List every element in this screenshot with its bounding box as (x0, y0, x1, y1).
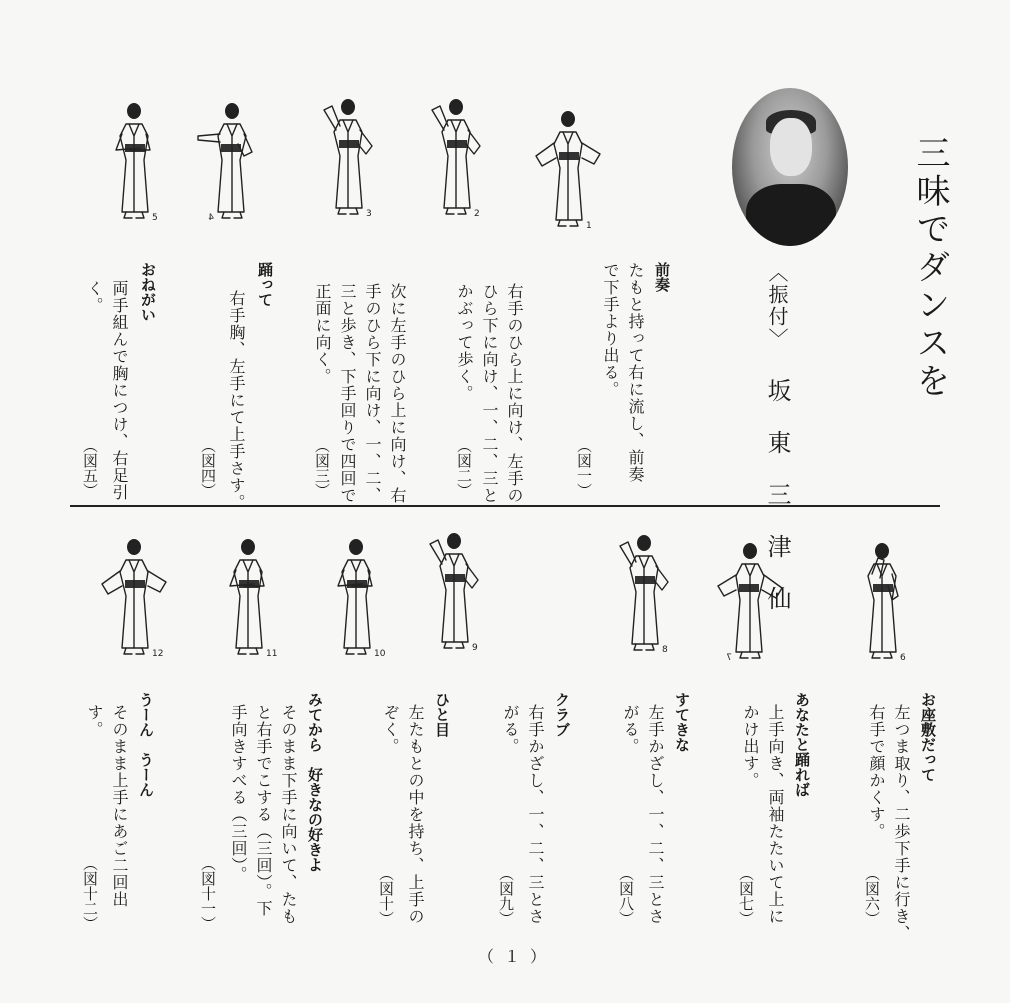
section-divider (70, 505, 940, 507)
figure-number: 1 (586, 221, 592, 231)
dancer-figure-10 (322, 536, 392, 666)
step-line: そのまま下手に向いて、たも (279, 704, 298, 925)
step-heading: おねがい (139, 262, 157, 322)
page-number: （１） (478, 947, 557, 966)
step-heading: お座敷だって (919, 692, 937, 782)
figure-ref: （図六） (863, 866, 881, 926)
figure-number: 2 (474, 209, 480, 219)
step-line: 上手向き、両袖たたいて上に (766, 704, 785, 925)
step-heading: うーん うーん (137, 692, 155, 797)
dancer-figure-3 (314, 96, 384, 226)
credit-label: 〈振付〉 (765, 262, 789, 350)
dancer-figure-12 (100, 536, 170, 666)
figure-number: 5 (152, 213, 158, 223)
figure-number: 4 (208, 213, 214, 223)
step-line: かけ出す。 (741, 704, 760, 789)
step-line: 手のひら下に向け、一、二、 (363, 283, 382, 504)
step-heading: あなたと踊れば (793, 692, 811, 797)
step-heading: クラブ (553, 692, 571, 737)
step-heading: 踊って (256, 262, 274, 307)
step-line: 右手胸、左手にて上手さす。 (227, 290, 246, 511)
figure-ref: （図四） (199, 438, 217, 498)
step-11 (226, 692, 325, 925)
page-title: 三味でダンスを (910, 135, 950, 401)
credit-name: 坂 東 三 津 仙 (763, 378, 791, 612)
step-line: 右手かざし、一、二、三とさ (526, 704, 545, 925)
figure-ref: （図五） (81, 438, 99, 498)
step-heading: すてきな (673, 692, 691, 752)
step-line: たもと持って右に流し、前奏 (626, 262, 645, 483)
step-line: 次に左手のひら上に向け、右 (388, 283, 407, 504)
step-line: がる。 (621, 704, 640, 755)
figure-number: 7 (726, 653, 732, 663)
figure-ref: （図八） (617, 866, 635, 926)
figure-ref: （図二） (455, 438, 473, 498)
step-line: と右手でこする（三回）。下 (254, 704, 273, 917)
dancer-figure-4 (196, 100, 266, 230)
step-line: 右手で顔かくす。 (867, 704, 886, 840)
dancer-figure-2 (422, 96, 492, 226)
step-line: そのまま上手にあご二回出 (110, 704, 129, 908)
dancer-figure-9 (420, 530, 490, 660)
step-line: ぞく。 (381, 704, 400, 755)
step-line: 正面に向く。 (313, 283, 332, 385)
step-line: がる。 (501, 704, 520, 755)
figure-number: 11 (266, 649, 278, 659)
dancer-figure-1 (534, 108, 604, 238)
dancer-figure-6 (848, 540, 918, 670)
figure-ref: （図一） (575, 438, 593, 498)
figure-number: 3 (366, 209, 372, 219)
dancer-figure-8 (610, 532, 680, 662)
figure-ref: （図七） (737, 866, 755, 926)
step-line: 左たもとの中を持ち、上手の (406, 704, 425, 925)
figure-ref: （図三） (313, 438, 331, 498)
step-line: す。 (85, 704, 104, 738)
step-line: 右手のひら上に向け、左手の (505, 283, 524, 504)
step-line: 三と歩き、下手回りで四回で (338, 283, 357, 504)
step-line: 左つま取り、二歩下手に行き、 (892, 704, 911, 942)
step-line: かぶって歩く。 (455, 283, 474, 402)
figure-number: 12 (152, 649, 164, 659)
figure-ref: （図十） (377, 866, 395, 926)
step-heading: 前奏 (653, 262, 671, 292)
figure-number: 9 (472, 643, 478, 653)
step-line: 手向きすべる（三回）。 (229, 704, 248, 883)
step-heading: みてから 好きなの好きよ (306, 692, 324, 872)
figure-number: 8 (662, 645, 668, 655)
step-1 (598, 262, 672, 483)
step-line: く。 (85, 280, 104, 314)
step-line: 左手かざし、一、二、三とさ (646, 704, 665, 925)
step-line: で下手より出る。 (601, 262, 620, 398)
step-4 (224, 262, 275, 511)
figure-number: 10 (374, 649, 386, 659)
dancer-figure-5 (100, 100, 170, 230)
choreographer-portrait (732, 88, 848, 246)
dancer-figure-7 (714, 540, 784, 670)
step-heading: ひと目 (433, 692, 451, 737)
dancer-figure-11 (214, 536, 284, 666)
figure-ref: （図十二） (81, 856, 99, 931)
step-line: ひら下に向け、一、二、三と (480, 283, 499, 504)
figure-ref: （図十一） (199, 856, 217, 931)
figure-ref: （図九） (497, 866, 515, 926)
step-line: 両手組んで胸につけ、右足引 (110, 280, 129, 501)
figure-number: 6 (900, 653, 906, 663)
